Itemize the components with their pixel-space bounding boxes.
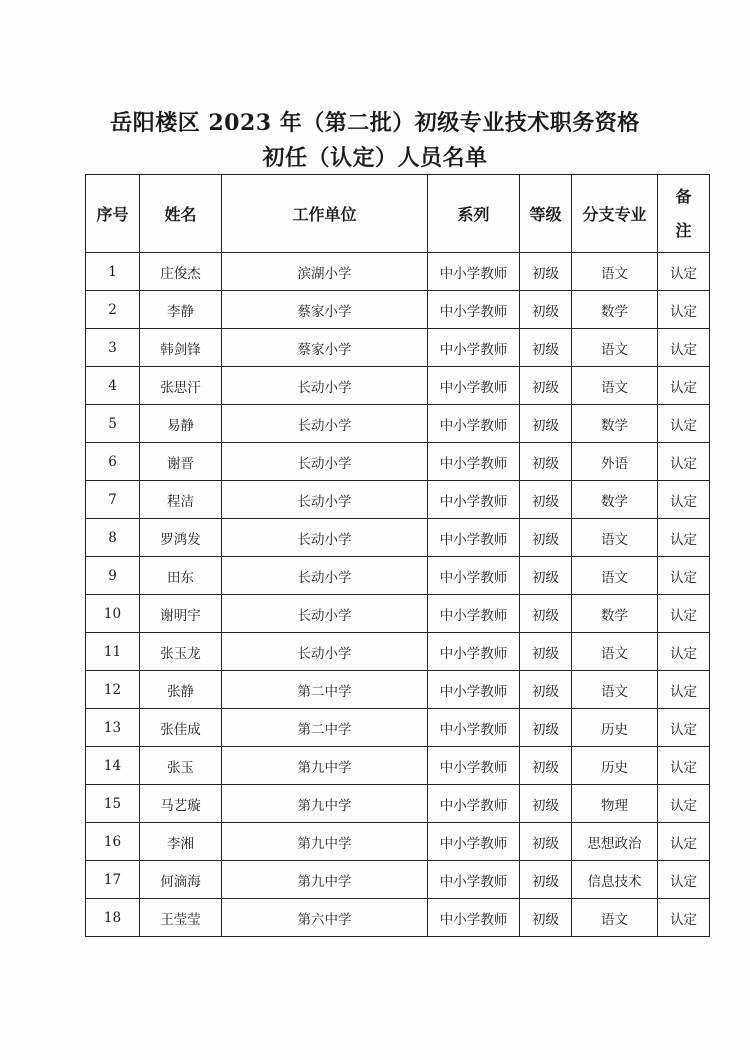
cell-index: 16 <box>86 823 140 861</box>
cell-note: 认定 <box>658 481 710 519</box>
cell-index: 14 <box>86 747 140 785</box>
table-body <box>86 253 710 937</box>
cell-level: 初级 <box>520 253 572 291</box>
cell-major: 数学 <box>572 481 658 519</box>
cell-note: 认定 <box>658 633 710 671</box>
cell-series: 中小学教师 <box>428 633 520 671</box>
cell-note: 认定 <box>658 291 710 329</box>
cell-name: 谢明宇 <box>140 595 222 633</box>
cell-series: 中小学教师 <box>428 481 520 519</box>
cell-level: 初级 <box>520 595 572 633</box>
table-row <box>86 595 710 633</box>
cell-major: 语文 <box>572 519 658 557</box>
cell-name: 李湘 <box>140 823 222 861</box>
cell-unit: 第九中学 <box>222 861 428 899</box>
cell-name: 马艺璇 <box>140 785 222 823</box>
table-row <box>86 671 710 709</box>
cell-series: 中小学教师 <box>428 443 520 481</box>
header-note-top: 备 <box>675 186 692 206</box>
cell-series: 中小学教师 <box>428 671 520 709</box>
cell-series: 中小学教师 <box>428 709 520 747</box>
cell-index: 3 <box>86 329 140 367</box>
cell-name: 韩剑锋 <box>140 329 222 367</box>
cell-note: 认定 <box>658 329 710 367</box>
header-name: 姓名 <box>140 175 222 253</box>
cell-level: 初级 <box>520 329 572 367</box>
cell-unit: 第六中学 <box>222 899 428 937</box>
cell-series: 中小学教师 <box>428 785 520 823</box>
cell-major: 数学 <box>572 595 658 633</box>
table-row <box>86 823 710 861</box>
cell-name: 何滴海 <box>140 861 222 899</box>
cell-unit: 长动小学 <box>222 595 428 633</box>
cell-unit: 长动小学 <box>222 481 428 519</box>
cell-name: 张玉龙 <box>140 633 222 671</box>
cell-major: 外语 <box>572 443 658 481</box>
cell-index: 15 <box>86 785 140 823</box>
table-row <box>86 747 710 785</box>
header-unit: 工作单位 <box>222 175 428 253</box>
header-note-bottom: 注 <box>675 220 692 240</box>
cell-unit: 第二中学 <box>222 709 428 747</box>
cell-unit: 第九中学 <box>222 747 428 785</box>
cell-unit: 长动小学 <box>222 367 428 405</box>
cell-index: 1 <box>86 253 140 291</box>
cell-index: 5 <box>86 405 140 443</box>
cell-series: 中小学教师 <box>428 747 520 785</box>
table-row <box>86 519 710 557</box>
table-row <box>86 899 710 937</box>
table-row <box>86 861 710 899</box>
cell-series: 中小学教师 <box>428 367 520 405</box>
table-row <box>86 443 710 481</box>
cell-note: 认定 <box>658 443 710 481</box>
table-row <box>86 481 710 519</box>
header-index: 序号 <box>86 175 140 253</box>
header-level: 等级 <box>520 175 572 253</box>
cell-index: 11 <box>86 633 140 671</box>
cell-level: 初级 <box>520 291 572 329</box>
cell-major: 语文 <box>572 557 658 595</box>
cell-note: 认定 <box>658 405 710 443</box>
cell-note: 认定 <box>658 899 710 937</box>
cell-index: 4 <box>86 367 140 405</box>
cell-name: 李静 <box>140 291 222 329</box>
table-header-row <box>86 175 710 253</box>
cell-name: 田东 <box>140 557 222 595</box>
cell-unit: 第九中学 <box>222 785 428 823</box>
cell-major: 语文 <box>572 633 658 671</box>
cell-level: 初级 <box>520 443 572 481</box>
cell-level: 初级 <box>520 785 572 823</box>
cell-series: 中小学教师 <box>428 519 520 557</box>
cell-series: 中小学教师 <box>428 823 520 861</box>
cell-level: 初级 <box>520 823 572 861</box>
personnel-table <box>85 174 710 937</box>
table-header <box>86 175 710 253</box>
cell-major: 语文 <box>572 329 658 367</box>
cell-index: 18 <box>86 899 140 937</box>
cell-series: 中小学教师 <box>428 899 520 937</box>
cell-note: 认定 <box>658 861 710 899</box>
cell-series: 中小学教师 <box>428 253 520 291</box>
cell-note: 认定 <box>658 253 710 291</box>
cell-index: 6 <box>86 443 140 481</box>
cell-level: 初级 <box>520 671 572 709</box>
cell-unit: 第九中学 <box>222 823 428 861</box>
cell-major: 思想政治 <box>572 823 658 861</box>
cell-major: 信息技术 <box>572 861 658 899</box>
cell-major: 数学 <box>572 405 658 443</box>
cell-level: 初级 <box>520 519 572 557</box>
cell-level: 初级 <box>520 709 572 747</box>
table-row <box>86 557 710 595</box>
cell-unit: 长动小学 <box>222 557 428 595</box>
cell-note: 认定 <box>658 595 710 633</box>
cell-name: 程洁 <box>140 481 222 519</box>
cell-index: 12 <box>86 671 140 709</box>
cell-index: 17 <box>86 861 140 899</box>
cell-major: 历史 <box>572 709 658 747</box>
cell-name: 张玉 <box>140 747 222 785</box>
cell-name: 易静 <box>140 405 222 443</box>
cell-index: 7 <box>86 481 140 519</box>
cell-series: 中小学教师 <box>428 405 520 443</box>
cell-note: 认定 <box>658 823 710 861</box>
cell-note: 认定 <box>658 671 710 709</box>
cell-series: 中小学教师 <box>428 329 520 367</box>
document-subtitle: 初任（认定）人员名单 <box>262 145 488 171</box>
table-row <box>86 785 710 823</box>
cell-level: 初级 <box>520 405 572 443</box>
cell-name: 张佳成 <box>140 709 222 747</box>
cell-note: 认定 <box>658 785 710 823</box>
cell-major: 语文 <box>572 367 658 405</box>
cell-level: 初级 <box>520 861 572 899</box>
cell-level: 初级 <box>520 747 572 785</box>
cell-name: 谢晋 <box>140 443 222 481</box>
cell-major: 语文 <box>572 899 658 937</box>
table-row <box>86 367 710 405</box>
table-row <box>86 633 710 671</box>
cell-unit: 蔡家小学 <box>222 291 428 329</box>
cell-level: 初级 <box>520 481 572 519</box>
cell-series: 中小学教师 <box>428 557 520 595</box>
cell-note: 认定 <box>658 709 710 747</box>
cell-level: 初级 <box>520 899 572 937</box>
header-major: 分支专业 <box>572 175 658 253</box>
header-note <box>658 175 710 253</box>
cell-major: 数学 <box>572 291 658 329</box>
cell-major: 历史 <box>572 747 658 785</box>
cell-unit: 长动小学 <box>222 519 428 557</box>
cell-major: 语文 <box>572 671 658 709</box>
cell-name: 张思汗 <box>140 367 222 405</box>
cell-level: 初级 <box>520 367 572 405</box>
table-row <box>86 291 710 329</box>
cell-note: 认定 <box>658 367 710 405</box>
cell-series: 中小学教师 <box>428 595 520 633</box>
cell-unit: 滨湖小学 <box>222 253 428 291</box>
table-row <box>86 329 710 367</box>
cell-unit: 长动小学 <box>222 405 428 443</box>
table-row <box>86 709 710 747</box>
cell-name: 庄俊杰 <box>140 253 222 291</box>
header-series: 系列 <box>428 175 520 253</box>
cell-name: 王莹莹 <box>140 899 222 937</box>
cell-index: 8 <box>86 519 140 557</box>
cell-level: 初级 <box>520 633 572 671</box>
cell-name: 罗鸿发 <box>140 519 222 557</box>
cell-index: 9 <box>86 557 140 595</box>
document-title: 岳阳楼区 2023 年（第二批）初级专业技术职务资格 <box>110 110 640 136</box>
cell-major: 语文 <box>572 253 658 291</box>
cell-index: 13 <box>86 709 140 747</box>
cell-series: 中小学教师 <box>428 861 520 899</box>
cell-major: 物理 <box>572 785 658 823</box>
cell-index: 10 <box>86 595 140 633</box>
cell-series: 中小学教师 <box>428 291 520 329</box>
cell-unit: 长动小学 <box>222 633 428 671</box>
cell-unit: 第二中学 <box>222 671 428 709</box>
cell-note: 认定 <box>658 557 710 595</box>
cell-name: 张静 <box>140 671 222 709</box>
cell-unit: 长动小学 <box>222 443 428 481</box>
table-row <box>86 253 710 291</box>
cell-unit: 蔡家小学 <box>222 329 428 367</box>
table-row <box>86 405 710 443</box>
cell-note: 认定 <box>658 519 710 557</box>
cell-note: 认定 <box>658 747 710 785</box>
cell-level: 初级 <box>520 557 572 595</box>
cell-index: 2 <box>86 291 140 329</box>
